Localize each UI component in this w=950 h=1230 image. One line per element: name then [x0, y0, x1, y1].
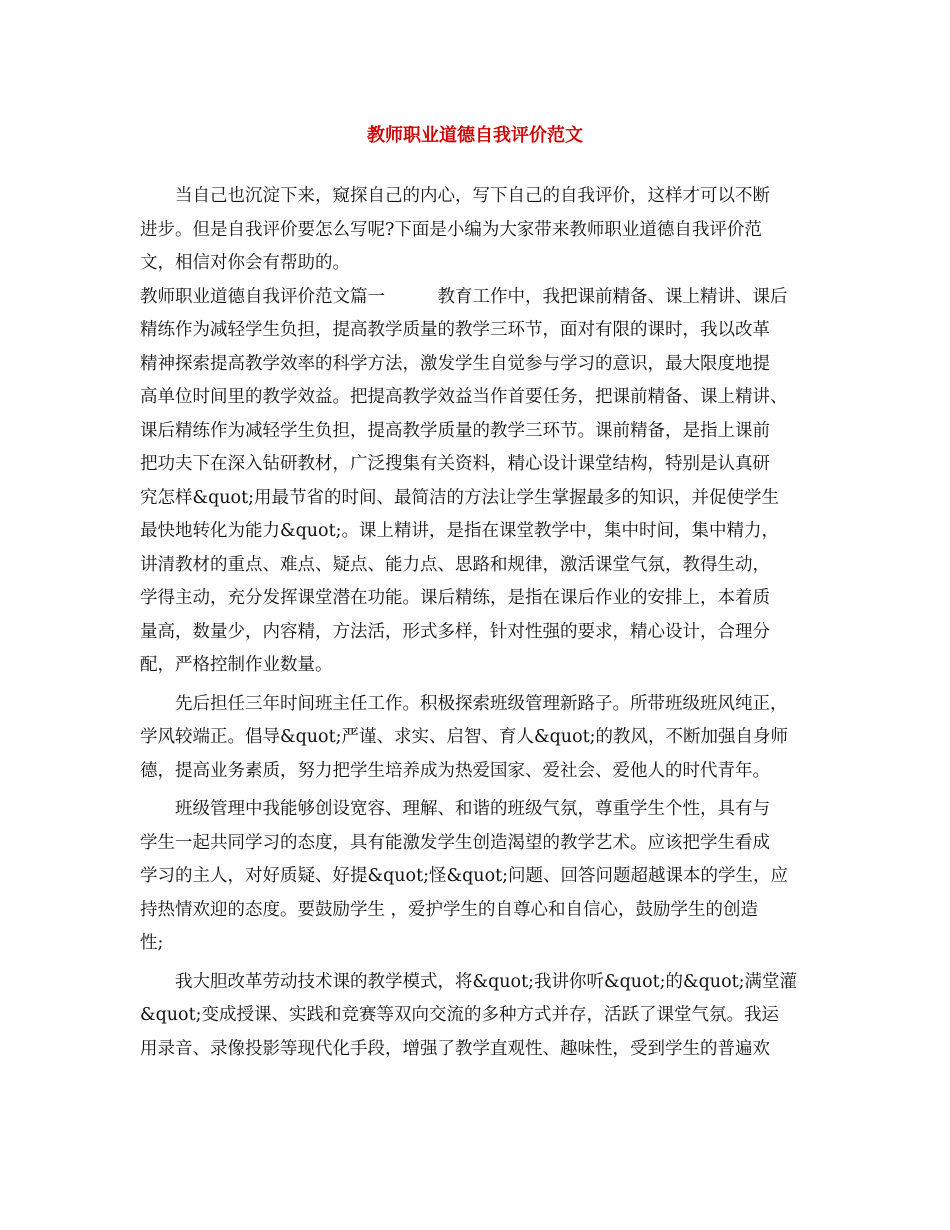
text-line: 精神探索提高教学效率的科学方法，激发学生自觉参与学习的意识，最大限度地提	[140, 353, 770, 374]
text-line: 高单位时间里的教学效益。把提高教学效益当作首要任务，把课前精备、课上精讲、	[140, 387, 788, 407]
page-title: 教师职业道德自我评价范文	[367, 125, 583, 146]
text-line: 配，严格控制作业数量。	[140, 655, 333, 675]
text-line: 教师职业道德自我评价范文篇一 教育工作中，我把课前精备、课上精讲、课后	[140, 286, 788, 307]
text-line: 量高，数量少，内容精，方法活，形式多样，针对性强的要求，精心设计，合理分	[140, 621, 770, 642]
text-line: 究怎样&quot;用最节省的时间、最简洁的方法让学生掌握最多的知识，并促使学生	[140, 487, 780, 508]
text-line: 性;	[140, 933, 164, 953]
text-line: 德，提高业务素质，努力把学生培养成为热爱国家、爱社会、爱他人的时代青年。	[140, 760, 770, 781]
text-line: 学习的主人，对好质疑、好提&quot;怪&quot;问题、回答问题超越课本的学生，应	[140, 866, 789, 886]
text-line: 最快地转化为能力&quot;。课上精讲，是指在课堂教学中，集中时间，集中精力，	[140, 521, 780, 541]
text-line: 先后担任三年时间班主任工作。积极探索班级管理新路子。所带班级班风纯正，	[140, 693, 788, 714]
document-body	[140, 180, 820, 1066]
text-line: 当自己也沉淀下来，窥探自己的内心，写下自己的自我评价，这样才可以不断	[140, 186, 770, 206]
text-line: 精练作为减轻学生负担，提高教学质量的教学三环节，面对有限的课时，我以改革	[140, 320, 770, 340]
text-line: 把功夫下在深入钻研教材，广泛搜集有关资料，精心设计课堂结构，特别是认真研	[140, 454, 770, 474]
text-line: 班级管理中我能够创设宽容、理解、和谐的班级气氛，尊重学生个性，具有与	[140, 799, 770, 819]
text-line: 学风较端正。倡导&quot;严谨、求实、启智、育人&quot;的教风，不断加强自身师	[140, 727, 789, 747]
text-line: 学生一起共同学习的态度，具有能激发学生创造渴望的教学艺术。应该把学生看成	[140, 832, 770, 853]
text-line: 持热情欢迎的态度。要鼓励学生 ，爱护学生的自尊心和自信心，鼓励学生的创造	[140, 899, 759, 920]
text-line: 学得主动，充分发挥课堂潜在功能。课后精练，是指在课后作业的安排上，本着质	[140, 588, 770, 608]
text-line: 讲清教材的重点、难点、疑点、能力点、思路和规律，激活课堂气氛，教得生动，	[140, 554, 770, 575]
text-line: 用录音、录像投影等现代化手段，增强了教学直观性、趣味性，受到学生的普遍欢	[140, 1038, 770, 1059]
text-line: 我大胆改革劳动技术课的教学模式，将&quot;我讲你听&quot;的&quot;满堂灌	[140, 971, 798, 992]
text-line: 课后精练作为减轻学生负担，提高教学质量的教学三环节。课前精备，是指上课前	[140, 420, 770, 441]
text-line: 文，相信对你会有帮助的。	[140, 253, 350, 273]
text-line: &quot;变成授课、实践和竞赛等双向交流的多种方式并存，活跃了课堂气氛。我运	[140, 1005, 780, 1025]
text-line: 进步。但是自我评价要怎么写呢?下面是小编为大家带来教师职业道德自我评价范	[140, 219, 762, 240]
